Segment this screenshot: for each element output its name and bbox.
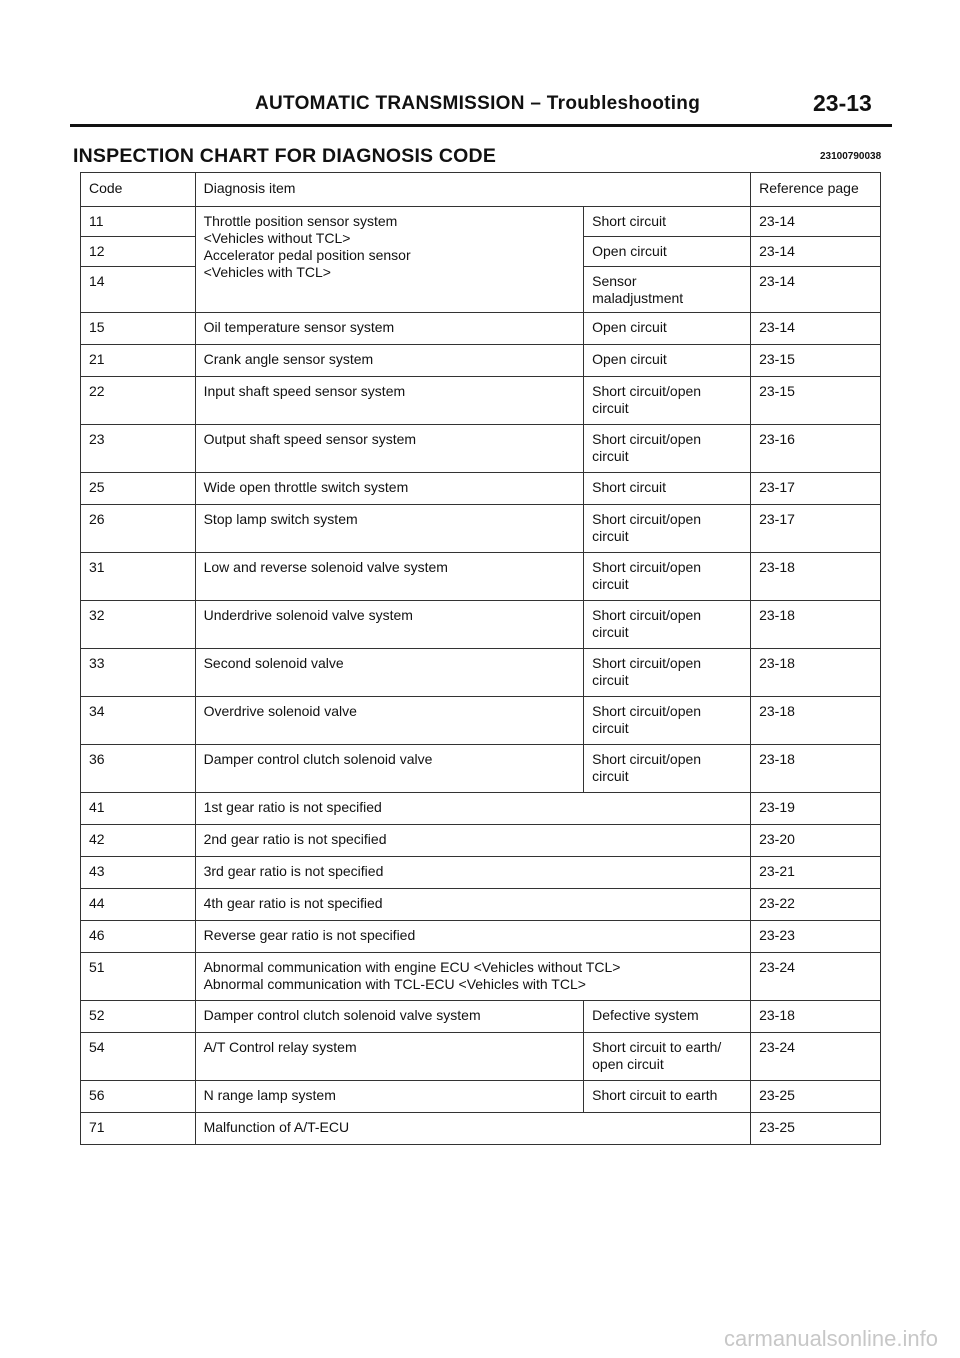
reference-page-cell: 23-14 bbox=[751, 313, 881, 345]
fault-type-cell: Short circuit bbox=[584, 473, 751, 505]
diagnosis-item-cell: Stop lamp switch system bbox=[195, 505, 584, 553]
page-number: 23-13 bbox=[813, 90, 872, 116]
code-cell: 14 bbox=[81, 267, 196, 313]
diagnosis-code-table bbox=[80, 172, 881, 1145]
table-body bbox=[81, 207, 881, 1145]
diagnosis-item-cell: 4th gear ratio is not specified bbox=[195, 889, 751, 921]
table-row bbox=[81, 825, 881, 857]
table-row bbox=[81, 649, 881, 697]
table-row bbox=[81, 313, 881, 345]
fault-type-cell: Short circuit/open circuit bbox=[584, 745, 751, 793]
table-row bbox=[81, 1081, 881, 1113]
fault-type-cell: Short circuit/open circuit bbox=[584, 425, 751, 473]
table-row bbox=[81, 921, 881, 953]
reference-page-cell: 23-18 bbox=[751, 1001, 881, 1033]
table-row bbox=[81, 345, 881, 377]
reference-page-cell: 23-18 bbox=[751, 553, 881, 601]
table-row bbox=[81, 793, 881, 825]
reference-page-cell: 23-20 bbox=[751, 825, 881, 857]
code-cell: 41 bbox=[81, 793, 196, 825]
table-row bbox=[81, 745, 881, 793]
code-cell: 44 bbox=[81, 889, 196, 921]
reference-page-cell: 23-18 bbox=[751, 601, 881, 649]
diagnosis-item-cell: Wide open throttle switch system bbox=[195, 473, 584, 505]
diagnosis-item-cell: A/T Control relay system bbox=[195, 1033, 584, 1081]
reference-page-cell: 23-17 bbox=[751, 473, 881, 505]
reference-page-cell: 23-15 bbox=[751, 345, 881, 377]
header-title: AUTOMATIC TRANSMISSION – Troubleshooting bbox=[255, 93, 701, 114]
code-cell: 42 bbox=[81, 825, 196, 857]
fault-type-cell: Open circuit bbox=[584, 313, 751, 345]
code-cell: 31 bbox=[81, 553, 196, 601]
fault-type-cell: Short circuit/open circuit bbox=[584, 553, 751, 601]
code-cell: 36 bbox=[81, 745, 196, 793]
table-row bbox=[81, 473, 881, 505]
table-row bbox=[81, 1113, 881, 1145]
diagnosis-item-cell: Second solenoid valve bbox=[195, 649, 584, 697]
table-row bbox=[81, 697, 881, 745]
diagnosis-item-cell: Oil temperature sensor system bbox=[195, 313, 584, 345]
header-reference-page: Reference page bbox=[751, 173, 881, 207]
code-cell: 33 bbox=[81, 649, 196, 697]
code-cell: 15 bbox=[81, 313, 196, 345]
reference-page-cell: 23-23 bbox=[751, 921, 881, 953]
reference-page-cell: 23-18 bbox=[751, 745, 881, 793]
table-row bbox=[81, 601, 881, 649]
diagnosis-item-cell: Crank angle sensor system bbox=[195, 345, 584, 377]
reference-page-cell: 23-14 bbox=[751, 207, 881, 237]
reference-page-cell: 23-14 bbox=[751, 237, 881, 267]
reference-page-cell: 23-19 bbox=[751, 793, 881, 825]
diagnosis-item-cell: Abnormal communication with engine ECU <Vehicles without TCL> Abnormal communication with TCL-ECU <Vehicles with TCL> bbox=[195, 953, 751, 1001]
fault-type-cell: Sensor maladjustment bbox=[584, 267, 751, 313]
code-cell: 26 bbox=[81, 505, 196, 553]
table-row bbox=[81, 505, 881, 553]
reference-page-cell: 23-14 bbox=[751, 267, 881, 313]
reference-page-cell: 23-16 bbox=[751, 425, 881, 473]
table-row bbox=[81, 857, 881, 889]
fault-type-cell: Short circuit to earth/ open circuit bbox=[584, 1033, 751, 1081]
code-cell: 43 bbox=[81, 857, 196, 889]
fault-type-cell: Open circuit bbox=[584, 345, 751, 377]
table-row bbox=[81, 377, 881, 425]
watermark: carmanualsonline.info bbox=[723, 1326, 938, 1351]
code-cell: 52 bbox=[81, 1001, 196, 1033]
code-cell: 23 bbox=[81, 425, 196, 473]
diagnosis-item-cell: Throttle position sensor system <Vehicles without TCL> Accelerator pedal position sensor <Vehicles with TCL> bbox=[195, 207, 584, 313]
fault-type-cell: Short circuit to earth bbox=[584, 1081, 751, 1113]
code-cell: 32 bbox=[81, 601, 196, 649]
code-cell: 21 bbox=[81, 345, 196, 377]
code-cell: 54 bbox=[81, 1033, 196, 1081]
diagnosis-item-cell: 1st gear ratio is not specified bbox=[195, 793, 751, 825]
code-cell: 11 bbox=[81, 207, 196, 237]
fault-type-cell: Short circuit/open circuit bbox=[584, 649, 751, 697]
code-cell: 25 bbox=[81, 473, 196, 505]
fault-type-cell: Short circuit/open circuit bbox=[584, 505, 751, 553]
reference-page-cell: 23-24 bbox=[751, 1033, 881, 1081]
reference-page-cell: 23-25 bbox=[751, 1081, 881, 1113]
code-cell: 71 bbox=[81, 1113, 196, 1145]
diagnosis-item-cell: Underdrive solenoid valve system bbox=[195, 601, 584, 649]
table-header-row bbox=[81, 173, 881, 207]
diagnosis-item-cell: Input shaft speed sensor system bbox=[195, 377, 584, 425]
chart-title: INSPECTION CHART FOR DIAGNOSIS CODE bbox=[73, 145, 497, 167]
reference-page-cell: 23-22 bbox=[751, 889, 881, 921]
diagnosis-item-cell: N range lamp system bbox=[195, 1081, 584, 1113]
reference-page-cell: 23-17 bbox=[751, 505, 881, 553]
diagnosis-item-cell: Output shaft speed sensor system bbox=[195, 425, 584, 473]
table-row bbox=[81, 425, 881, 473]
fault-type-cell: Open circuit bbox=[584, 237, 751, 267]
reference-page-cell: 23-25 bbox=[751, 1113, 881, 1145]
diagnosis-item-cell: 3rd gear ratio is not specified bbox=[195, 857, 751, 889]
reference-page-cell: 23-24 bbox=[751, 953, 881, 1001]
code-cell: 46 bbox=[81, 921, 196, 953]
diagnosis-item-cell: Damper control clutch solenoid valve system bbox=[195, 1001, 584, 1033]
diagnosis-item-cell: Reverse gear ratio is not specified bbox=[195, 921, 751, 953]
fault-type-cell: Short circuit bbox=[584, 207, 751, 237]
reference-page-cell: 23-21 bbox=[751, 857, 881, 889]
table-row bbox=[81, 207, 881, 237]
code-cell: 12 bbox=[81, 237, 196, 267]
code-cell: 56 bbox=[81, 1081, 196, 1113]
diagnosis-item-cell: Malfunction of A/T-ECU bbox=[195, 1113, 751, 1145]
fault-type-cell: Short circuit/open circuit bbox=[584, 601, 751, 649]
header-diagnosis-item: Diagnosis item bbox=[195, 173, 751, 207]
diagnosis-item-cell: 2nd gear ratio is not specified bbox=[195, 825, 751, 857]
code-cell: 22 bbox=[81, 377, 196, 425]
diagnosis-item-cell: Low and reverse solenoid valve system bbox=[195, 553, 584, 601]
fault-type-cell: Short circuit/open circuit bbox=[584, 377, 751, 425]
fault-type-cell: Defective system bbox=[584, 1001, 751, 1033]
table-row bbox=[81, 889, 881, 921]
reference-page-cell: 23-18 bbox=[751, 697, 881, 745]
header-rule bbox=[70, 124, 892, 127]
table-row bbox=[81, 953, 881, 1001]
fault-type-cell: Short circuit/open circuit bbox=[584, 697, 751, 745]
diagnosis-item-cell: Overdrive solenoid valve bbox=[195, 697, 584, 745]
code-cell: 51 bbox=[81, 953, 196, 1001]
document-code: 23100790038 bbox=[820, 151, 882, 162]
reference-page-cell: 23-15 bbox=[751, 377, 881, 425]
table-row bbox=[81, 553, 881, 601]
reference-page-cell: 23-18 bbox=[751, 649, 881, 697]
diagnosis-item-cell: Damper control clutch solenoid valve bbox=[195, 745, 584, 793]
table-row bbox=[81, 1001, 881, 1033]
code-cell: 34 bbox=[81, 697, 196, 745]
table-row bbox=[81, 1033, 881, 1081]
header-code: Code bbox=[81, 173, 196, 207]
